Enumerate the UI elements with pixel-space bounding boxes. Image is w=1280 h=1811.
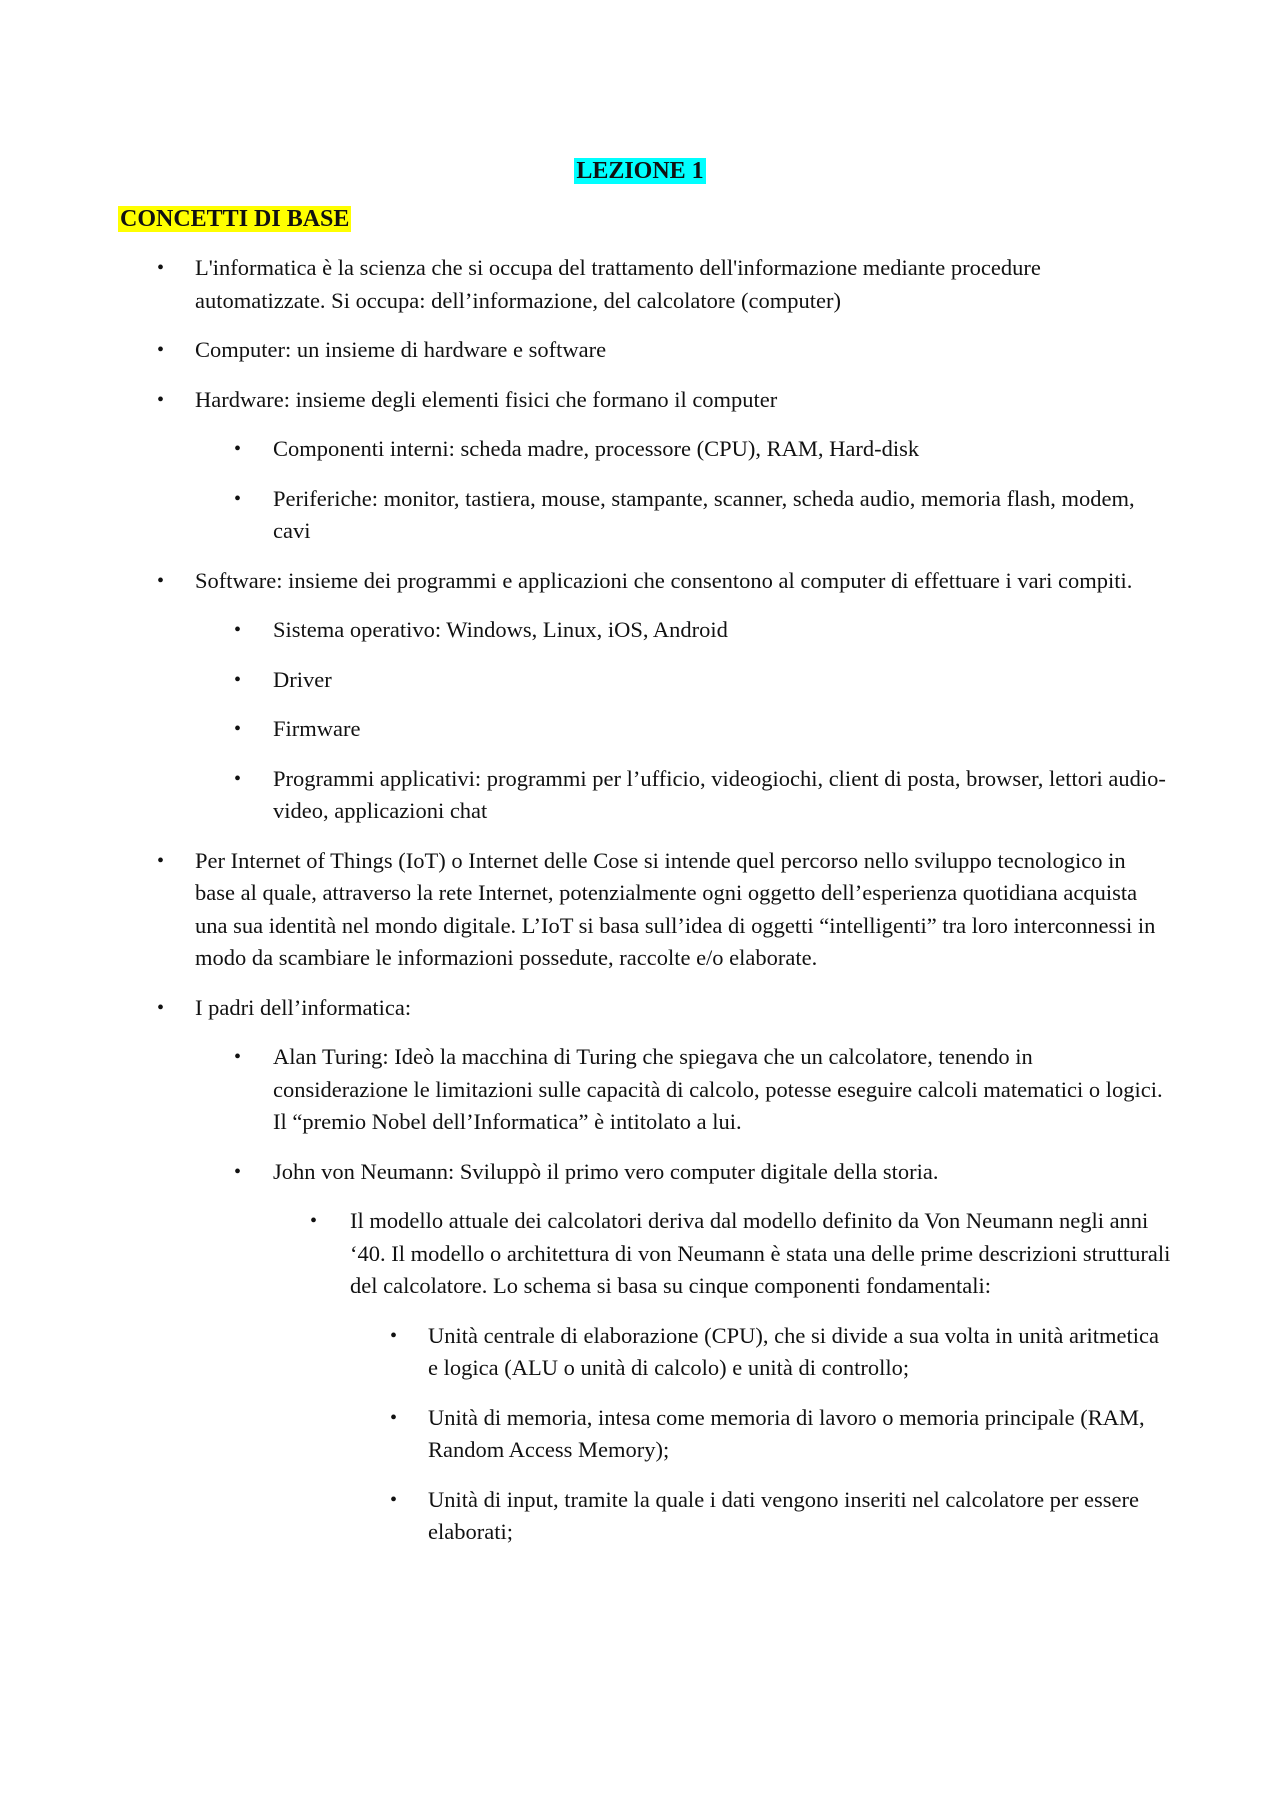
bullet-icon: • — [390, 1324, 398, 1347]
page-title-text: LEZIONE 1 — [576, 158, 704, 184]
bullet-icon: • — [234, 1046, 242, 1068]
list-item — [390, 1402, 1173, 1467]
list-item-text: I padri dell’informatica: — [195, 994, 412, 1020]
bullet-icon: • — [234, 718, 242, 740]
list-item — [234, 1156, 1173, 1189]
list-item-text: Per Internet of Things (IoT) o Internet delle Cose si intende quel percorso nello sviluppo tecnologico in base al quale, attraverso la rete Internet, potenzialmente ogni oggetto dell’esperienza quotidiana acquista una sua identità nel mondo digitale. L’IoT si basa sull’idea di oggetti “intelligenti” tra loro interconnessi in modo da scambiare le informazioni possedute, raccolte e/o elaborate. — [195, 847, 1156, 970]
bullet-icon: • — [157, 339, 165, 361]
bullet-icon: • — [390, 1488, 398, 1511]
bullet-icon: • — [234, 668, 242, 691]
list-item-text: Alan Turing: Ideò la macchina di Turing che spiegava che un calcolatore, tenendo in considerazione le limitazioni sulle capacità di calcolo, potesse eseguire calcoli matematici o logici. Il “premio Nobel dell’Informatica” è intitolato a lui. — [273, 1044, 1163, 1134]
bullet-icon: • — [234, 767, 242, 790]
list-item — [157, 565, 1160, 598]
list-item — [157, 334, 1160, 367]
list-item-text: Driver — [273, 666, 332, 692]
list-item-text: Unità di memoria, intesa come memoria di lavoro o memoria principale (RAM, Random Access Memory); — [428, 1404, 1145, 1462]
list-item-text: Unità centrale di elaborazione (CPU), che si divide a sua volta in unità aritmetica e logica (ALU o unità di calcolo) e unità di controllo; — [428, 1322, 1159, 1380]
list-item-text: Computer: un insieme di hardware e software — [195, 337, 607, 362]
list-item — [390, 1484, 1173, 1549]
bullet-icon: • — [234, 619, 242, 641]
list-item — [234, 433, 1173, 466]
list-item — [234, 713, 1173, 746]
list-item — [157, 384, 1160, 417]
list-item-text: Componenti interni: scheda madre, processore (CPU), RAM, Hard-disk — [273, 436, 920, 461]
list-item — [157, 845, 1160, 975]
bullet-icon: • — [157, 257, 165, 279]
bullet-icon: • — [390, 1406, 398, 1429]
list-item — [390, 1320, 1173, 1385]
list-item-text: John von Neumann: Sviluppò il primo vero computer digitale della storia. — [273, 1158, 939, 1184]
list-item-text: Unità di input, tramite la quale i dati vengono inseriti nel calcolatore per essere elaborati; — [428, 1486, 1140, 1544]
list-item-text: Periferiche: monitor, tastiera, mouse, stampante, scanner, scheda audio, memoria flash, modem, cavi — [273, 485, 1135, 543]
bullet-icon: • — [157, 388, 165, 411]
document-content — [0, 252, 1280, 1566]
list-item — [157, 252, 1160, 317]
bullet-icon: • — [234, 487, 242, 510]
bullet-icon: • — [157, 569, 165, 592]
section-heading — [118, 204, 351, 234]
list-item-text: Il modello attuale dei calcolatori deriva dal modello definito da Von Neumann negli anni ‘40. Il modello o architettura di von Neumann è stata una delle prime descrizioni strutturali del calcolatore. Lo schema si basa su cinque componenti fondamentali: — [350, 1208, 1171, 1298]
list-item — [234, 483, 1173, 548]
list-item-text: Sistema operativo: Windows, Linux, iOS, Android — [273, 617, 728, 642]
list-item — [234, 763, 1173, 828]
bullet-icon: • — [234, 438, 242, 460]
bullet-icon: • — [310, 1210, 318, 1232]
list-item — [234, 1041, 1173, 1139]
list-item — [234, 614, 1173, 647]
bullet-icon: • — [157, 996, 165, 1019]
bullet-list — [0, 252, 1280, 1549]
page-title — [0, 156, 1280, 186]
list-item-text: L'informatica è la scienza che si occupa del trattamento dell'informazione mediante procedure automatizzate. Si occupa: dell’informazione, del calcolatore (computer) — [195, 255, 1041, 313]
list-item-text: Hardware: insieme degli elementi fisici che formano il computer — [195, 386, 778, 412]
bullet-icon: • — [157, 849, 165, 872]
list-item — [310, 1205, 1173, 1303]
list-item — [157, 992, 1160, 1025]
bullet-icon: • — [234, 1160, 242, 1183]
list-item — [234, 664, 1173, 697]
list-item-text: Programmi applicativi: programmi per l’ufficio, videogiochi, client di posta, browser, lettori audio-video, applicazioni chat — [273, 765, 1166, 823]
section-heading-text: CONCETTI DI BASE — [120, 206, 350, 232]
list-item-text: Firmware — [273, 716, 361, 741]
list-item-text: Software: insieme dei programmi e applicazioni che consentono al computer di effettuare i vari compiti. — [195, 567, 1133, 593]
